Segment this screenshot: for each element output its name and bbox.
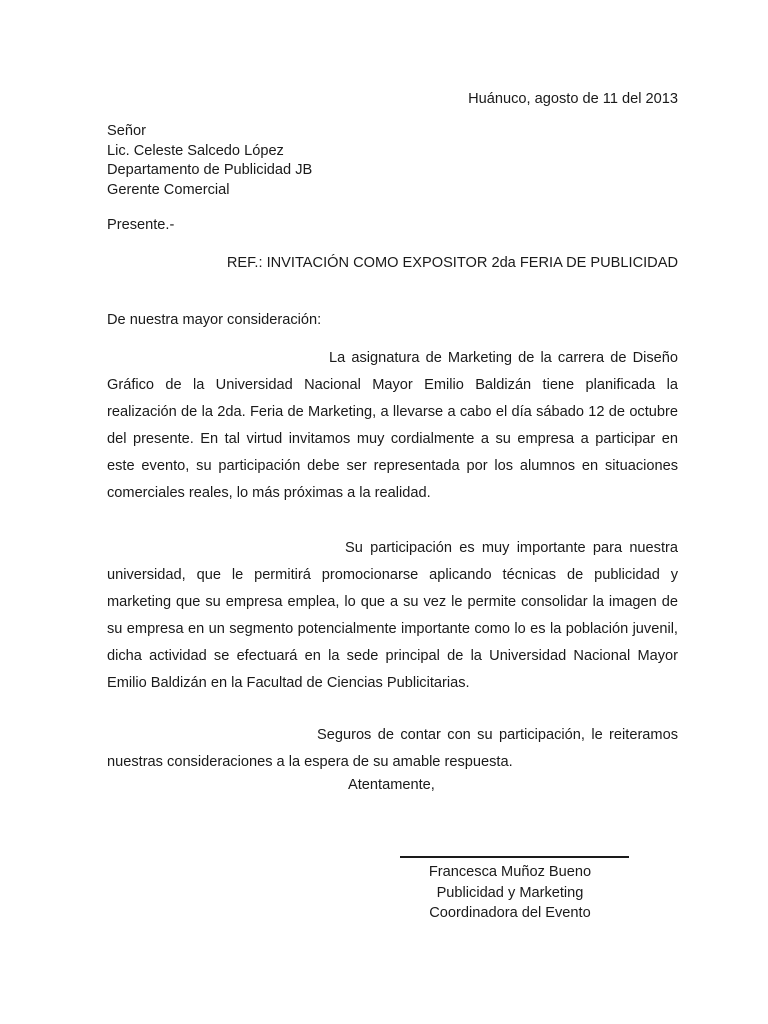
signature-role: Coordinadora del Evento <box>429 905 591 921</box>
body-paragraph-3: Seguros de contar con su participación, le reiteramos nuestras consideraciones a la espera de su amable respuesta. <box>107 727 678 770</box>
presente-line: Presente.- <box>107 217 175 233</box>
body-paragraph-2: Su participación es muy importante para nuestra universidad, que le permitirá promocionarse aplicando técnicas de publicidad y marketing que su empresa emplea, lo que a su vez le permite consolidar la imagen de su empresa en un segmento potencialmente importante como lo es la población juvenil, dicha actividad se efectuará en la sede principal de la Universidad Nacional Mayor Emilio Baldizán en la Facultad de Ciencias Publicitarias. <box>107 540 678 691</box>
recipient-block <box>107 122 312 200</box>
recipient-position: Gerente Comercial <box>107 181 230 198</box>
recipient-salutation: Señor <box>107 123 146 139</box>
body-paragraph-1: La asignatura de Marketing de la carrera de Diseño Gráfico de la Universidad Nacional Mayor Emilio Baldizán tiene planificada la realización de la 2da. Feria de Marketing, a llevarse a cabo el día sábado 12 de octubre del presente. En tal virtud invitamos muy cordialmente a su empresa a participar en este evento, su participación debe ser representada por los alumnos en situaciones comerciales reales, lo más próximas a la realidad. <box>107 350 678 501</box>
closing-line: Atentamente, <box>348 777 435 793</box>
letter-date: Huánuco, agosto de 11 del 2013 <box>468 91 678 107</box>
signature-area: Publicidad y Marketing <box>436 884 584 901</box>
signature-line <box>400 856 629 858</box>
greeting-line: De nuestra mayor consideración: <box>107 312 322 328</box>
signature-block <box>400 862 620 924</box>
recipient-name: Lic. Celeste Salcedo López <box>107 142 284 159</box>
signature-name: Francesca Muñoz Bueno <box>428 864 592 880</box>
recipient-department: Departamento de Publicidad JB <box>107 162 313 178</box>
reference-line: REF.: INVITACIÓN COMO EXPOSITOR 2da FERIA DE PUBLICIDAD <box>226 255 678 271</box>
